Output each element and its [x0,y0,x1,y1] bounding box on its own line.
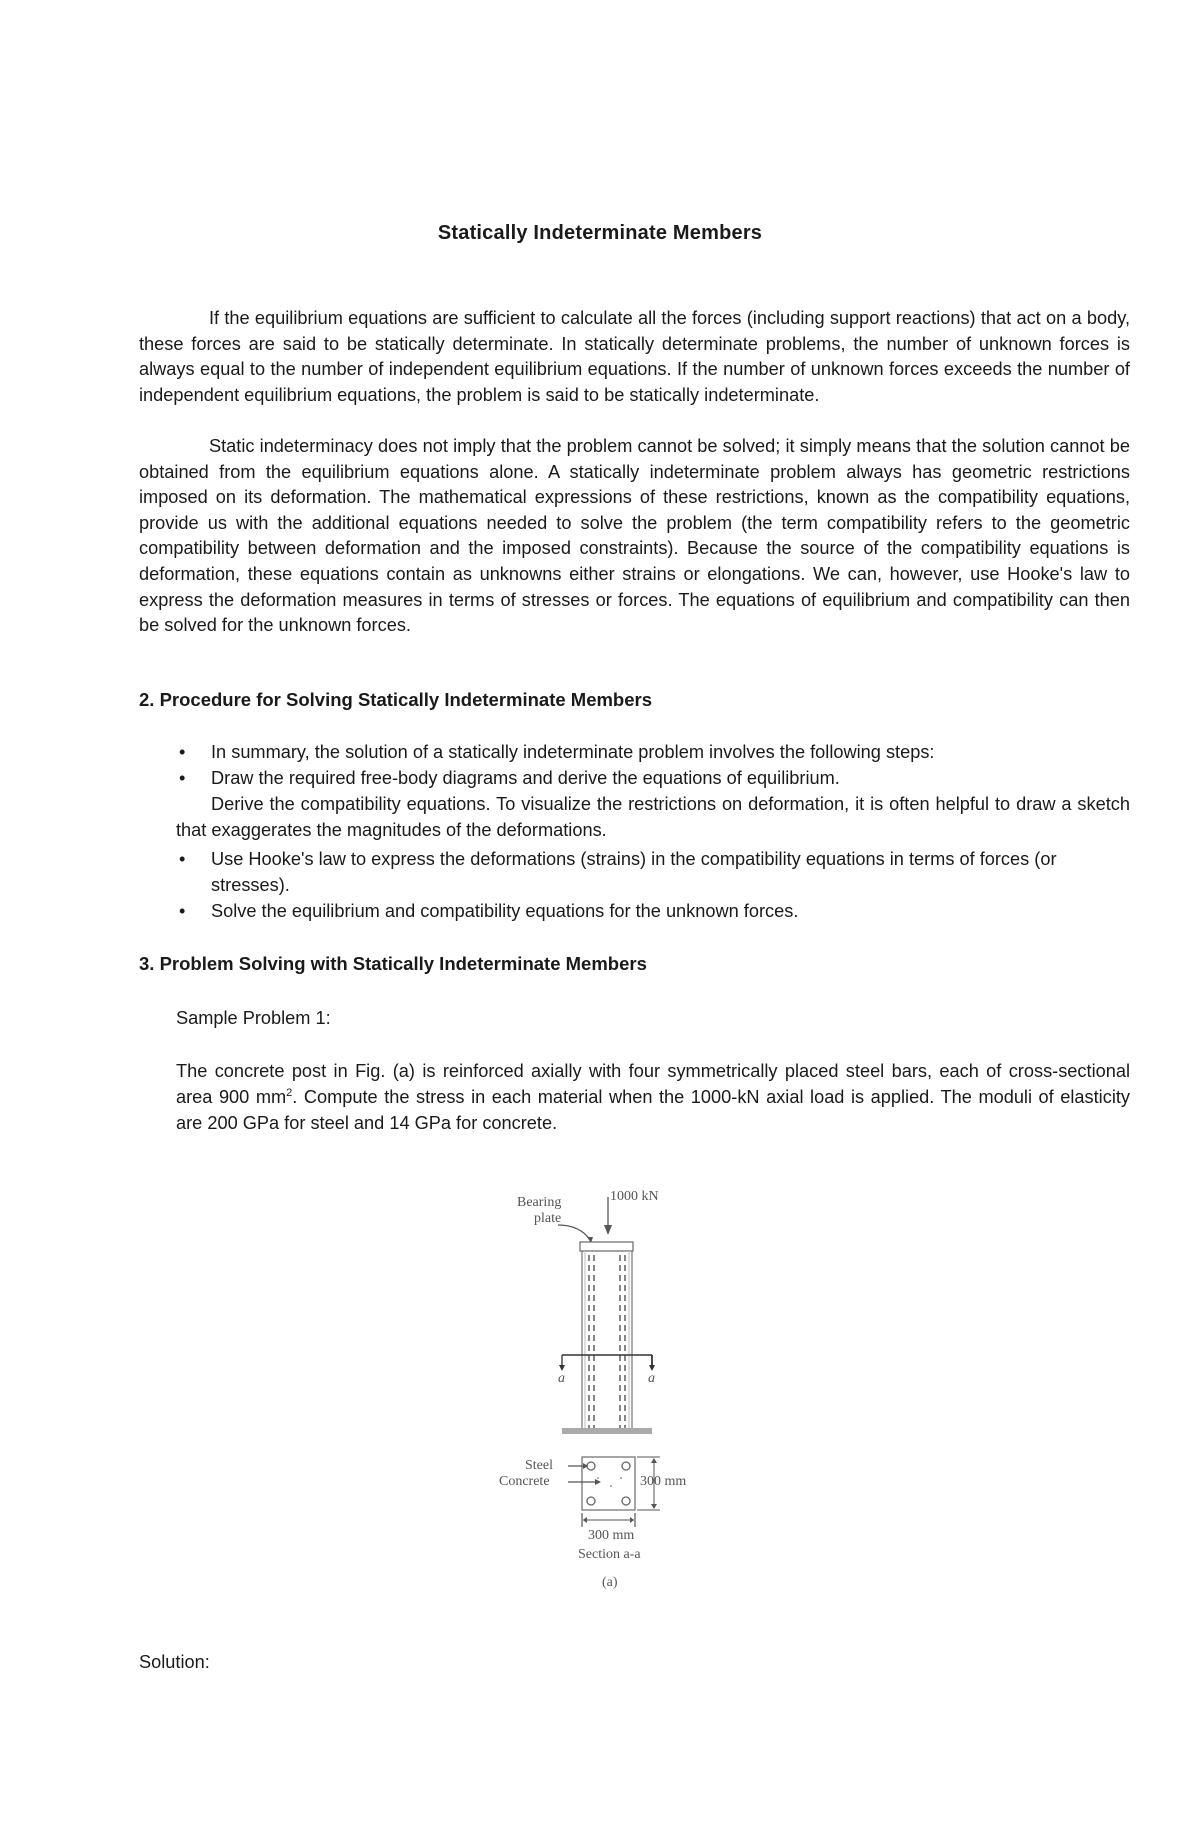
section-3-heading: 3. Problem Solving with Statically Indeterminate Members [139,953,647,974]
load-label: 1000 kN [610,1189,659,1204]
procedure-list [139,739,1130,924]
sample-problem-label: Sample Problem 1: [176,1008,331,1028]
section-mark-right: a [648,1371,655,1386]
section-mark-left: a [558,1371,565,1386]
steel-label: Steel [525,1458,553,1473]
solution-label: Solution: [139,1652,210,1672]
list-item: • Draw the required free-body diagrams and derive the equations of equilibrium. [139,765,1130,791]
list-item: • In summary, the solution of a statically indeterminate problem involves the following steps: [139,739,1130,765]
figure-caption: (a) [602,1575,618,1590]
bullet-icon: • [179,849,186,869]
intro-paragraph-2: Static indeterminacy does not imply that the problem cannot be solved; it simply means that the solution cannot be obtained from the equilibrium equations alone. A statically indeterminate problem always has geometric restrictions imposed on its deformation. The mathematical expressions of these restrictions, known as the compatibility equations, provide us with the additional equations needed to solve the problem (the term compatibility refers to the geometric compatibility between deformation and the imposed constraints). Because the source of the compatibility equations is deformation, these equations contain as unknowns either strains or elongations. We can, however, use Hooke's law to express the deformation measures in terms of stresses or forces. The equations of equilibrium and compatibility can then be solved for the unknown forces. [139,436,1130,636]
bullet-icon: • [179,901,186,921]
section-2-heading: 2. Procedure for Solving Statically Indeterminate Members [139,689,653,710]
section-caption: Section a-a [578,1547,641,1562]
concrete-label: Concrete [499,1474,550,1489]
list-item: • Solve the equilibrium and compatibility equations for the unknown forces. [139,898,1130,924]
plate-label: plate [534,1211,562,1226]
bearing-label: Bearing [517,1195,562,1210]
problem-statement: The concrete post in Fig. (a) is reinforced axially with four symmetrically placed steel bars, each of cross-sectional area 900 $mm^2$. Compute the stress in each material when the 1000-kN axial load is applied. The moduli of elasticity are 200 GPa for steel and 14 GPa for concrete. [176,1061,1131,1133]
width-dimension: 300 mm [588,1528,635,1543]
intro-paragraph-1: If the equilibrium equations are sufficient to calculate all the forces (including support reactions) that act on a body, these forces are said to be statically determinate. In statically determinate problems, the number of unknown forces is always equal to the number of independent equilibrium equations. If the number of unknown forces exceeds the number of independent equilibrium equations, the problem is said to be statically indeterminate. [139,308,1130,405]
bullet-icon: • [179,742,186,762]
page-title: Statically Indeterminate Members [437,222,763,244]
figure-concrete-post [490,1189,710,1625]
list-sub-paragraph: Derive the compatibility equations. To visualize the restrictions on deformation, it is often helpful to draw a sketch that exaggerates the magnitudes of the deformations. [176,794,1130,840]
height-dimension: 300 mm [640,1474,687,1489]
list-item: • Use Hooke's law to express the deformations (strains) in the compatibility equations in terms of forces (or stresses). [139,846,1130,898]
bullet-icon: • [179,768,186,788]
